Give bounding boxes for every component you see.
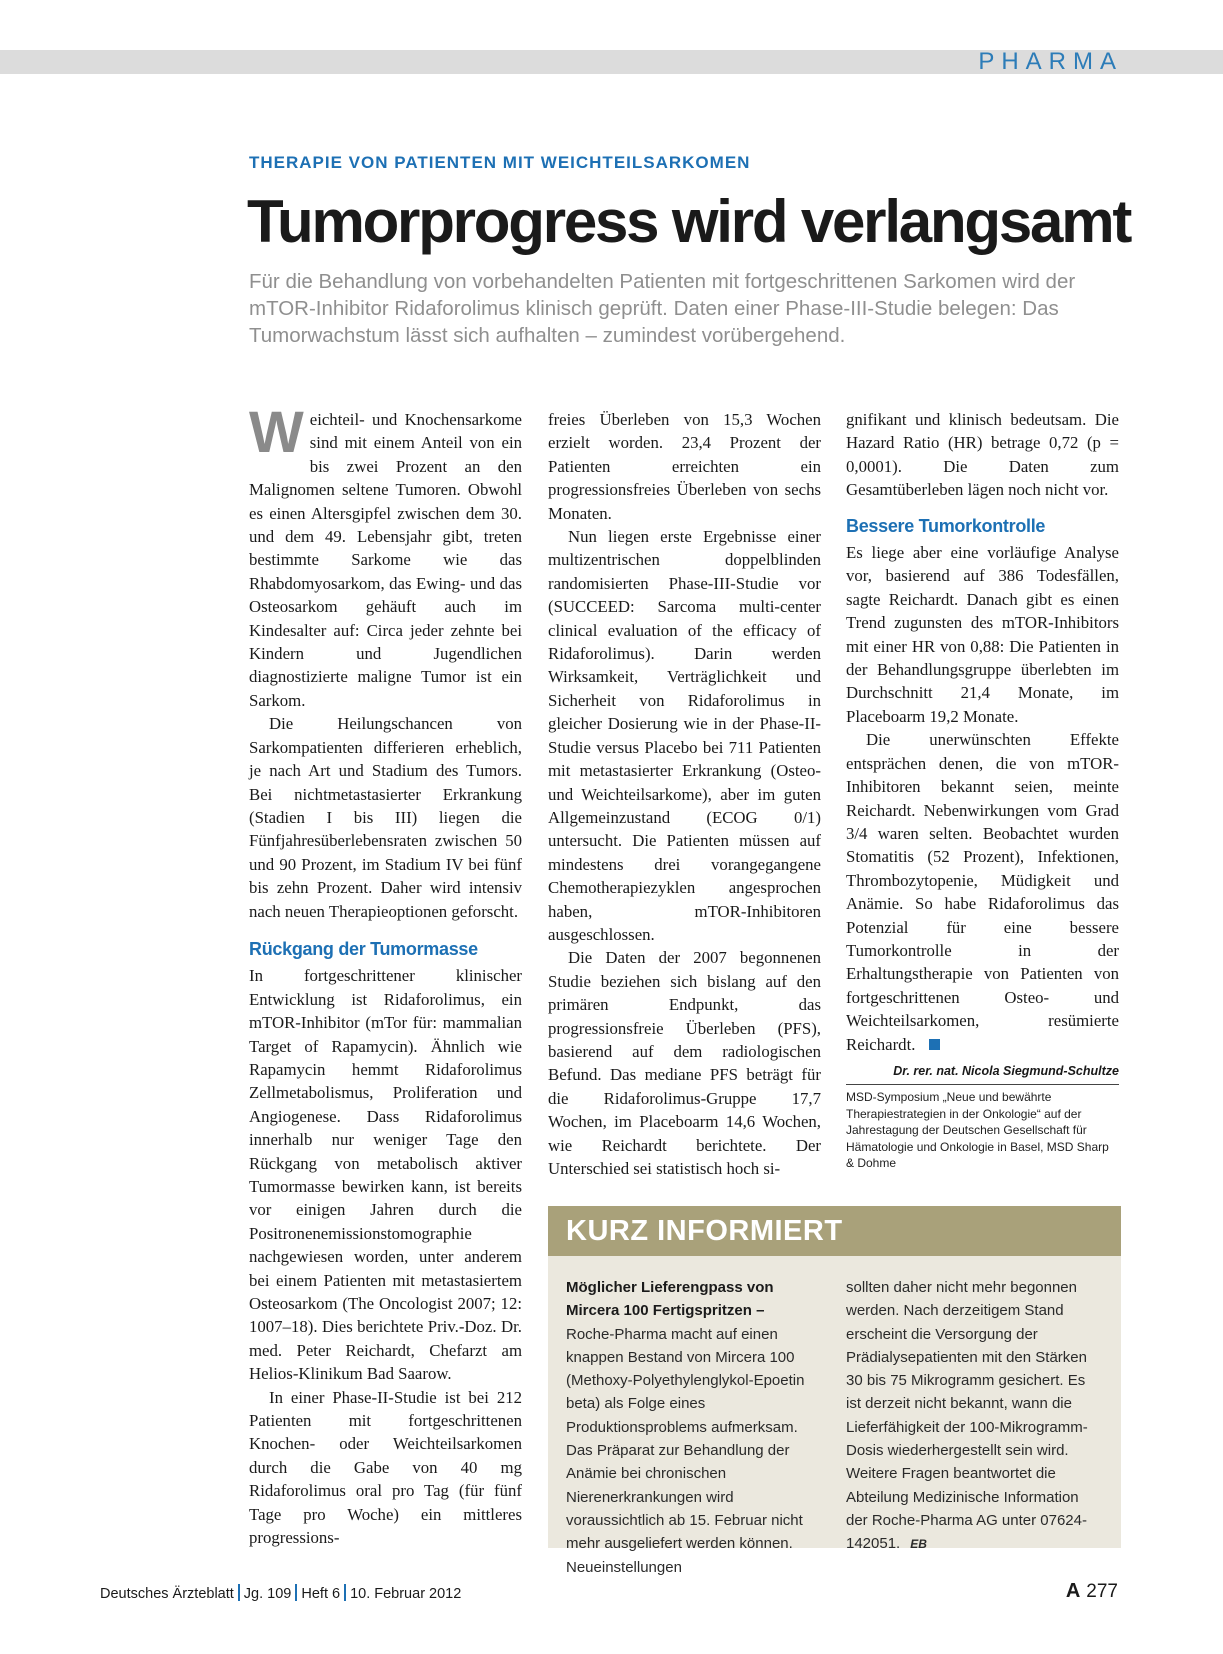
footer-citation bbox=[100, 1584, 461, 1602]
article-column-2 bbox=[548, 408, 821, 1180]
box-signature: EB bbox=[910, 1537, 927, 1552]
page-number bbox=[1066, 1580, 1118, 1603]
separator bbox=[344, 1584, 346, 1601]
box-headline: Möglicher Lieferengpass von Mircera 100 Fertigspritzen – bbox=[566, 1279, 774, 1320]
kurz-informiert-box bbox=[548, 1206, 1121, 1576]
article-title: Tumorprogress wird verlangsamt bbox=[247, 188, 1131, 255]
box-header: KURZ INFORMIERT bbox=[548, 1206, 1121, 1256]
article-paragraph: freies Überleben von 15,3 Wochen erzielt worden. 23,4 Prozent der Patienten erreichten ein progressionsfreies Überleben von sechs Monaten. bbox=[548, 410, 821, 523]
article-paragraph: Die Heilungschancen von Sarkompatienten differieren erheblich, je nach Art und Stadium des Tumors. Bei nichtmetastasierter Erkrankung (Stadien I bis III) liegen die Fünfjahresüberlebensraten zwischen 50 und 90 Prozent, im Stadium IV bei fünf bis zehn Prozent. Daher wird intensiv nach neuen Therapieoptionen geforscht. bbox=[249, 714, 522, 921]
issue: Heft 6 bbox=[301, 1586, 341, 1602]
drop-cap: W bbox=[249, 400, 304, 465]
box-text: Roche-Pharma macht auf einen knappen Bestand von Mircera 100 (Methoxy-Polyethylenglykol-Epoetin beta) als Folge eines Produktionsproblems aufmerksam. Das Präparat zur Behandlung der Anämie bei chronischen Nierenerkrankungen wird voraussichtlich ab 15. Februar nicht mehr ausgeliefert werden können. Neueinstellungen bbox=[566, 1325, 805, 1576]
article-column-3 bbox=[846, 408, 1119, 1083]
box-text: sollten daher nicht mehr begonnen werden. Nach derzeitigem Stand erscheint die Versorgung der Prädialysepatienten mit den Stärken 30 bis 75 Mikrogramm gesichert. Es ist derzeit nicht bekannt, wann die Lieferfähigkeit der 100-Mikrogramm-Dosis wiederhergestellt sein wird. Weitere Fragen beantwortet die Abteilung Medizinische Information der Roche-Pharma AG unter 07624-142051. bbox=[846, 1279, 1088, 1553]
subheading: Bessere Tumorkontrolle bbox=[846, 515, 1046, 536]
volume: Jg. 109 bbox=[243, 1586, 292, 1602]
box-column-left bbox=[566, 1276, 816, 1579]
section-label: PHARMA bbox=[978, 48, 1123, 75]
article-lead: Für die Behandlung von vorbehandelten Patienten mit fortgeschrittenen Sarkomen wird der mTOR-Inhibitor Ridaforolimus klinisch geprüft. Daten einer Phase-III-Studie belegen: Das Tumorwachstum lässt sich aufhalten – zumindest vorübergehend. bbox=[249, 270, 1076, 347]
article-paragraph: Die Daten der 2007 begonnenen Studie beziehen sich bislang auf den primären Endpunkt, das progressionsfreie Überleben (PFS), basierend auf dem radiologischen Befund. Das mediane PFS beträgt für die Ridaforolimus-Gruppe 17,7 Wochen, im Placeboarm 14,6 Wochen, wie Reichardt berichtete. Der Unterschied sei statistisch hoch si- bbox=[548, 948, 821, 1178]
article-paragraph: Nun liegen erste Ergebnisse einer multizentrischen doppelblinden randomisierten Phase-III-Studie vor (SUCCEED: Sarcoma multi-center clinical evaluation of the efficacy of Ridaforolimus). Darin werden Wirksamkeit, Verträglichkeit und Sicherheit von Ridaforolimus in gleicher Dosierung wie in der Phase-II-Studie versus Placebo bei 711 Patienten mit metastasierter Erkrankung (Osteo- und Weichteilsarkome), aber im guten Allgemeinzustand (ECOG 0/1) untersucht. Die Patienten müssen auf mindestens drei vorangegangene Chemotherapiezyklen angesprochen haben, mTOR-Inhibitoren ausgeschlossen. bbox=[548, 527, 821, 944]
box-column-right bbox=[846, 1276, 1096, 1557]
page-prefix: A bbox=[1065, 1580, 1081, 1602]
article-paragraph-text: Die unerwünschten Effekte entsprächen denen, die von mTOR-Inhibitoren bekannt seien, meinte Reichardt. Nebenwirkungen vom Grad 3/4 waren selten. Beobachtet wurden Stomatitis (52 Prozent), Infektionen, Thrombozytopenie, Müdigkeit und Anämie. So habe Ridaforolimus das Potenzial für eine bessere Tumorkontrolle in der Erhaltungstherapie von Patienten von fortgeschrittenen Osteo- und Weichteilsarkomen, resümierte Reichardt. bbox=[846, 730, 1119, 1054]
author-byline: Dr. rer. nat. Nicola Siegmund-Schultze bbox=[893, 1063, 1119, 1078]
article-paragraph: gnifikant und klinisch bedeutsam. Die Hazard Ratio (HR) betrage 0,72 (p = 0,0001). Die Daten zum Gesamtüberleben lägen noch nicht vor. bbox=[846, 410, 1119, 500]
separator bbox=[238, 1584, 240, 1601]
article-paragraph: Es liege aber eine vorläufige Analyse vor, basierend auf 386 Todesfällen, sagte Reichardt. Danach gibt es einen Trend zugunsten des mTOR-Inhibitors mit einer HR von 0,88: Die Patienten in der Behandlungsgruppe überlebten im Durchschnitt 21,4 Monate, im Placeboarm 19,2 Monate. bbox=[846, 543, 1119, 726]
separator bbox=[295, 1584, 297, 1601]
article-paragraph-text: eichteil- und Knochensarkome sind mit einem Anteil von ein bis zwei Prozent an den Malignomen seltene Tumoren. Obwohl es einen Altersgipfel zwischen dem 30. und dem 49. Lebensjahr gibt, treten bestimmte Sarkome wie das Rhabdomyosarkom, das Ewing- und das Osteosarkom gehäuft auch im Kindesalter auf: Circa jeder zehnte bei Kindern und Jugendlichen diagnostizierte maligne Tumor ist ein Sarkom. bbox=[249, 410, 522, 710]
source-note: MSD-Symposium „Neue und bewährte Therapiestrategien in der Onkologie“ auf der Jahrestagung der Deutschen Gesellschaft für Hämatologie und Onkologie in Basel, MSD Sharp & Dohme bbox=[846, 1084, 1119, 1172]
issue-date: 10. Februar 2012 bbox=[350, 1586, 462, 1602]
page-number-value: 277 bbox=[1086, 1581, 1118, 1602]
article-column-1 bbox=[249, 400, 522, 1550]
article-paragraph bbox=[846, 728, 1119, 1056]
subheading: Rückgang der Tumormasse bbox=[249, 938, 478, 959]
journal-name: Deutsches Ärzteblatt bbox=[100, 1586, 234, 1602]
article-paragraph bbox=[249, 400, 522, 712]
article-paragraph: In einer Phase-II-Studie ist bei 212 Patienten mit fortgeschrittenen Knochen- oder Weichteilsarkomen durch die Gabe von 40 mg Ridaforolimus oral pro Tag (für fünf Tage pro Woche) ein mittleres progressions- bbox=[249, 1387, 522, 1548]
article-kicker: THERAPIE VON PATIENTEN MIT WEICHTEILSARKOMEN bbox=[249, 153, 751, 172]
article-paragraph: In fortgeschrittener klinischer Entwicklung ist Ridaforolimus, ein mTOR-Inhibitor (mTor für: mammalian Target of Rapamycin). Ähnlich wie Rapamycin hemmt Ridaforolimus Zellmetabolismus, Proliferation und Angiogenese. Dass Ridaforolimus innerhalb nur weniger Tage den Rückgang von metabolisch aktiver Tumormasse bewirken kann, ist bereits vor einigen Jahren durch die Positronenemissionstomographie nachgewiesen worden, unter anderem bei einem Patienten mit metastasiertem Osteosarkom (The Oncologist 2007; 12: 1007–18). Dies berichtete Priv.-Doz. Dr. med. Peter Reichardt, Chefarzt am Helios-Klinikum Bad Saarow. bbox=[249, 966, 522, 1384]
end-mark-icon bbox=[929, 1039, 940, 1050]
